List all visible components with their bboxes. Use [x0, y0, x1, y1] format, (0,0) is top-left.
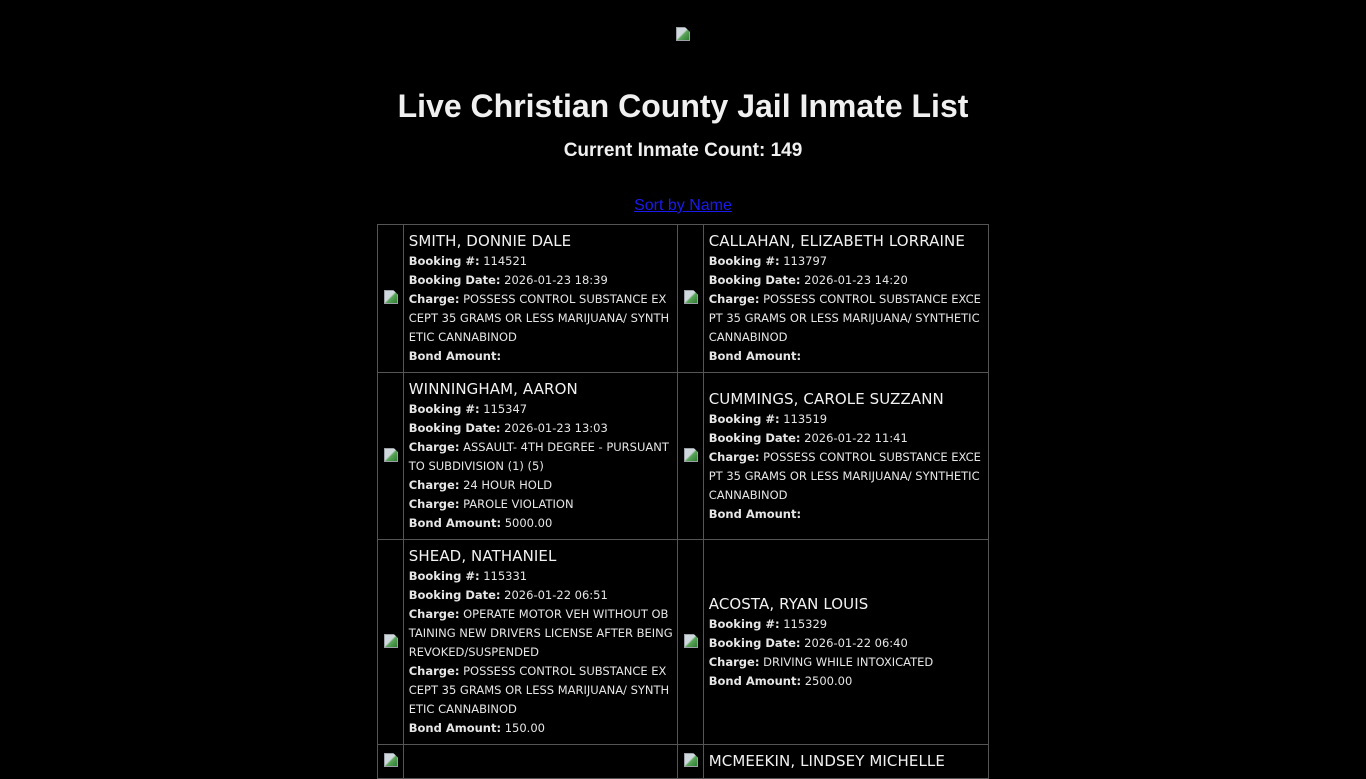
- table-row: [378, 225, 989, 373]
- broken-image-icon[interactable]: [684, 448, 698, 462]
- bond-amount-label: Bond Amount:: [708, 506, 802, 521]
- booking-date-label: Booking Date:: [708, 273, 801, 287]
- bond-amount-label: Bond Amount:: [708, 673, 802, 688]
- booking-date: [709, 429, 984, 448]
- inmate-photo-cell: [378, 540, 404, 745]
- booking-number-label: Booking #:: [408, 254, 480, 268]
- inmate-photo-cell: [378, 373, 404, 540]
- inmate-info-cell: [703, 225, 988, 373]
- inmate-name[interactable]: CALLAHAN, ELIZABETH LORRAINE: [708, 232, 965, 250]
- inmate-name[interactable]: WINNINGHAM, AARON: [408, 380, 578, 398]
- inmate-info-cell: [703, 373, 988, 540]
- inmate-photo-cell: [378, 745, 404, 779]
- broken-image-icon[interactable]: [384, 634, 398, 648]
- charge-label: Charge:: [408, 478, 460, 492]
- bond-amount-label: Bond Amount:: [708, 349, 802, 363]
- booking-date-value: 2026-01-23 14:20: [804, 273, 908, 287]
- booking-number: [709, 615, 984, 634]
- inmate-name[interactable]: CUMMINGS, CAROLE SUZZANN: [708, 389, 944, 408]
- inmate-name[interactable]: MCMEEKIN, LINDSEY MICHELLE: [708, 752, 945, 770]
- bond-amount: [709, 672, 984, 691]
- booking-date: [709, 634, 984, 653]
- booking-number-value: 115329: [783, 616, 828, 631]
- inmate-name[interactable]: SMITH, DONNIE DALE: [408, 232, 572, 250]
- booking-number: [709, 410, 984, 429]
- inmate-name[interactable]: ACOSTA, RYAN LOUIS: [708, 594, 869, 613]
- booking-date: [709, 271, 984, 290]
- charge-label: Charge:: [708, 654, 760, 669]
- charge-value: DRIVING WHILE INTOXICATED: [763, 654, 934, 669]
- booking-number-label: Booking #:: [408, 569, 480, 583]
- bond-amount-value: 2500.00: [804, 673, 853, 688]
- bond-amount: [709, 505, 984, 524]
- booking-number-value: 113797: [783, 254, 828, 268]
- page-title: Live Christian County Jail Inmate List: [397, 88, 969, 124]
- charge-label: Charge:: [408, 292, 460, 306]
- charge-value: OPERATE MOTOR VEH WITHOUT OBTAINING NEW DRIVERS LICENSE AFTER BEING REVOKED/SUSPENDED: [408, 607, 673, 659]
- inmate-info-cell: [403, 540, 677, 745]
- charge-value: ASSAULT- 4TH DEGREE - PURSUANT TO SUBDIVISION (1) (5): [408, 440, 669, 473]
- broken-image-icon[interactable]: [684, 753, 698, 767]
- inmate-photo-cell: [378, 225, 404, 373]
- broken-image-icon[interactable]: [384, 448, 398, 462]
- inmate-photo-cell: [678, 373, 704, 540]
- booking-date-value: 2026-01-23 18:39: [504, 273, 608, 287]
- booking-date-value: 2026-01-22 06:40: [804, 635, 908, 650]
- bond-amount: [409, 514, 673, 533]
- charge-value: POSSESS CONTROL SUBSTANCE EXCEPT 35 GRAMS OR LESS MARIJUANA/ SYNTHETIC CANNABINOD: [708, 449, 981, 502]
- table-row: [378, 540, 989, 745]
- booking-number-label: Booking #:: [408, 402, 480, 416]
- booking-date: [409, 586, 673, 605]
- booking-date: [409, 419, 673, 438]
- charge: [409, 438, 673, 476]
- charge: [409, 605, 673, 662]
- booking-date-value: 2026-01-22 06:51: [504, 588, 608, 602]
- booking-number-label: Booking #:: [708, 254, 780, 268]
- booking-number: [409, 252, 673, 271]
- booking-number-label: Booking #:: [708, 411, 780, 426]
- booking-date-label: Booking Date:: [408, 421, 501, 435]
- charge: [709, 448, 984, 505]
- sort-by-name-link[interactable]: Sort by Name: [634, 197, 732, 214]
- booking-number: [409, 400, 673, 419]
- inmate-count: Current Inmate Count: 149: [563, 140, 803, 161]
- inmate-photo-cell: [678, 225, 704, 373]
- charge-value: 24 HOUR HOLD: [463, 478, 553, 492]
- booking-date: [409, 271, 673, 290]
- logo: [675, 27, 691, 43]
- booking-number-value: 113519: [783, 411, 828, 426]
- inmate-info-cell: [703, 745, 988, 779]
- inmate-table: [377, 224, 989, 779]
- charge: [409, 495, 673, 514]
- charge-value: PAROLE VIOLATION: [463, 497, 574, 511]
- booking-date-label: Booking Date:: [408, 588, 501, 602]
- booking-number-value: 115347: [483, 402, 528, 416]
- charge-label: Charge:: [708, 449, 760, 464]
- inmate-info-cell: [403, 225, 677, 373]
- booking-date-value: 2026-01-22 11:41: [804, 430, 908, 445]
- charge: [409, 662, 673, 719]
- inmate-name[interactable]: SHEAD, NATHANIEL: [408, 547, 557, 565]
- charge: [409, 290, 673, 347]
- charge: [709, 653, 984, 672]
- booking-date-value: 2026-01-23 13:03: [504, 421, 608, 435]
- booking-number-value: 114521: [483, 254, 528, 268]
- bond-amount: [409, 347, 673, 366]
- booking-date-label: Booking Date:: [408, 273, 501, 287]
- booking-number-value: 115331: [483, 569, 528, 583]
- inmate-info-cell: [403, 745, 677, 779]
- charge-label: Charge:: [408, 440, 460, 454]
- charge-value: POSSESS CONTROL SUBSTANCE EXCEPT 35 GRAMS OR LESS MARIJUANA/ SYNTHETIC CANNABINOD: [408, 292, 670, 344]
- broken-image-icon[interactable]: [684, 634, 698, 648]
- bond-amount: [709, 347, 984, 366]
- inmate-info-cell: [703, 540, 988, 745]
- broken-image-icon[interactable]: [384, 753, 398, 767]
- inmate-photo-cell: [678, 540, 704, 745]
- charge-label: Charge:: [408, 607, 460, 621]
- booking-number-label: Booking #:: [708, 616, 780, 631]
- bond-amount-value: 150.00: [504, 721, 545, 735]
- booking-date-label: Booking Date:: [708, 430, 801, 445]
- charge-value: POSSESS CONTROL SUBSTANCE EXCEPT 35 GRAMS OR LESS MARIJUANA/ SYNTHETIC CANNABINOD: [408, 664, 670, 716]
- charge-value: POSSESS CONTROL SUBSTANCE EXCEPT 35 GRAMS OR LESS MARIJUANA/ SYNTHETIC CANNABINOD: [708, 292, 981, 344]
- charge-label: Charge:: [408, 664, 460, 678]
- charge-label: Charge:: [708, 292, 760, 306]
- table-row: [378, 745, 989, 779]
- bond-amount-value: 5000.00: [504, 516, 553, 530]
- broken-image-icon[interactable]: [684, 290, 698, 304]
- charge: [409, 476, 673, 495]
- booking-date-label: Booking Date:: [708, 635, 801, 650]
- bond-amount-label: Bond Amount:: [408, 721, 502, 735]
- broken-image-icon[interactable]: [384, 290, 398, 304]
- bond-amount-label: Bond Amount:: [408, 516, 502, 530]
- inmate-photo-cell: [678, 745, 704, 779]
- broken-image-icon: [676, 27, 690, 41]
- bond-amount: [409, 719, 673, 738]
- charge: [709, 290, 984, 347]
- booking-number: [409, 567, 673, 586]
- table-row: [378, 373, 989, 540]
- inmate-info-cell: [403, 373, 677, 540]
- charge-label: Charge:: [408, 497, 460, 511]
- booking-number: [709, 252, 984, 271]
- bond-amount-label: Bond Amount:: [408, 349, 502, 363]
